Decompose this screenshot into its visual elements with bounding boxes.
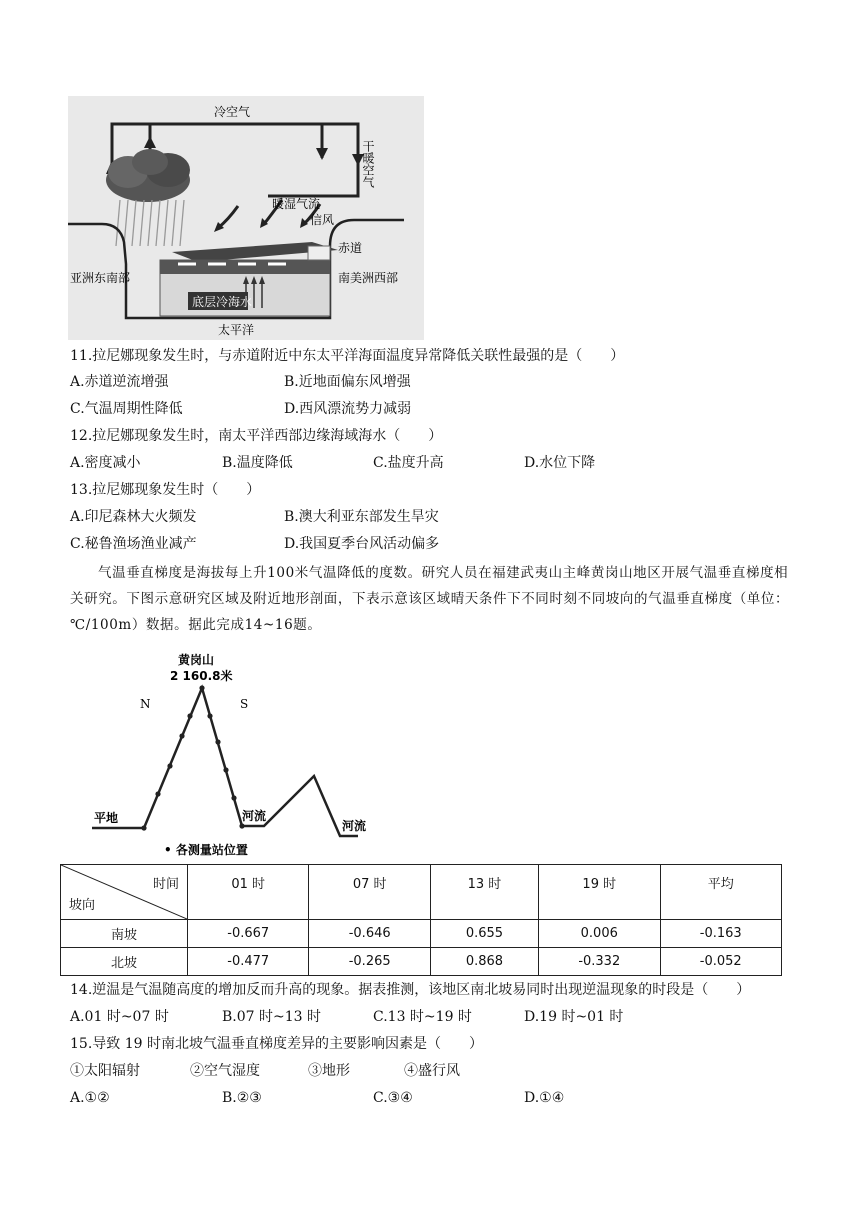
table-cell: 0.655 [430,920,538,948]
question-15-factor-3: ③地形 [308,1063,350,1079]
question-12-option-a: A.密度减小 [70,455,141,471]
table-corner-cell [61,865,188,920]
question-13-option-d: D.我国夏季台风活动偏多 [284,536,440,552]
table-header-cell: 平均 [660,865,782,920]
table-cell: -0.052 [660,948,782,976]
table-row-label: 北坡 [61,948,188,976]
station-legend: • 各测量站位置 [164,843,248,857]
table-cell: 0.006 [539,920,660,948]
north-label: N [140,697,151,711]
table-cell: 0.868 [430,948,538,976]
question-11-option-c: C.气温周期性降低 [70,401,183,417]
question-12-option-d: D.水位下降 [524,455,596,471]
question-14-option-b: B.07 时~13 时 [222,1009,321,1025]
table-row-label: 南坡 [61,920,188,948]
question-15-factor-2: ②空气湿度 [190,1063,260,1079]
table-header-cell: 01 时 [188,865,309,920]
question-14-option-d: D.19 时~01 时 [524,1009,624,1025]
question-15-factor-1: ①太阳辐射 [70,1063,140,1079]
peak-name-label: 黄岗山 [178,653,215,667]
question-11-option-b: B.近地面偏东风增强 [284,374,411,390]
corner-slope-label: 坡向 [69,898,96,913]
question-13-option-c: C.秘鲁渔场渔业减产 [70,536,197,552]
question-11-option-a: A.赤道逆流增强 [70,374,169,390]
temperature-gradient-table [60,864,782,976]
table-header-cell: 07 时 [309,865,430,920]
question-14-stem: 14.逆温是气温随高度的增加反而升高的现象。据表推测，该地区南北坡易同时出现逆温现象的时段是（ ） [70,982,751,998]
cold-air-label: 冷空气 [214,105,251,119]
asia-southeast-label: 亚洲东南部 [70,271,131,285]
equator-label: 赤道 [338,241,363,255]
question-15-option-d: D.①④ [524,1090,565,1106]
question-15-factor-4: ④盛行风 [404,1063,460,1079]
table-row [61,948,782,976]
river-label-1: 河流 [242,809,267,823]
river-label-2: 河流 [342,819,367,833]
trade-wind-label: 信风 [310,213,335,227]
question-13-option-b: B.澳大利亚东部发生旱灾 [284,509,439,525]
warm-moist-flow-label: 暖湿气流 [272,197,321,211]
question-14-option-c: C.13 时~19 时 [373,1009,472,1025]
deep-cold-water-label: 底层冷海水 [192,295,253,309]
question-11-option-d: D.西风漂流势力减弱 [284,401,412,417]
question-13-option-a: A.印尼森林大火频发 [70,509,197,525]
south-america-west-label: 南美洲西部 [338,271,399,285]
table-cell: -0.332 [539,948,660,976]
table-row [61,920,782,948]
table-cell: -0.163 [660,920,782,948]
question-15-option-b: B.②③ [222,1090,262,1106]
table-header-cell: 19 时 [539,865,660,920]
table-cell: -0.265 [309,948,430,976]
corner-time-label: 时间 [152,877,179,892]
question-15-stem: 15.导致 19 时南北坡气温垂直梯度差异的主要影响因素是（ ） [70,1036,483,1052]
dry-warm-air-label: 干暖空气 [361,140,375,188]
question-12-option-c: C.盐度升高 [373,455,444,471]
table-cell: -0.646 [309,920,430,948]
pacific-label: 太平洋 [218,323,255,337]
table-cell: -0.667 [188,920,309,948]
peak-height-label: 2 160.8米 [170,669,233,683]
question-12-option-b: B.温度降低 [222,455,293,471]
table-header-cell: 13 时 [430,865,538,920]
question-14-option-a: A.01 时~07 时 [70,1009,169,1025]
question-15-option-c: C.③④ [373,1090,413,1106]
terrain-profile-diagram [78,650,408,860]
table-header-row [61,865,782,920]
la-nina-circulation-diagram [68,96,424,340]
question-13-stem: 13.拉尼娜现象发生时（ ） [70,482,261,498]
question-11-stem: 11.拉尼娜现象发生时，与赤道附近中东太平洋海面温度异常降低关联性最强的是（ ） [70,348,625,364]
plain-label: 平地 [94,811,119,825]
question-12-stem: 12.拉尼娜现象发生时，南太平洋西部边缘海域海水（ ） [70,428,443,444]
table-cell: -0.477 [188,948,309,976]
question-15-option-a: A.①② [70,1090,110,1106]
south-label: S [240,697,249,711]
passage-text: 气温垂直梯度是海拔每上升100米气温降低的度数。研究人员在福建武夷山主峰黄岗山地区开展气温垂直梯度相关研究。下图示意研究区域及附近地形剖面，下表示意该区域晴天条件下不同时刻不同坡向的气温垂直梯度（单位：℃/100m）数据。据此完成14~16题。 [70,565,790,633]
